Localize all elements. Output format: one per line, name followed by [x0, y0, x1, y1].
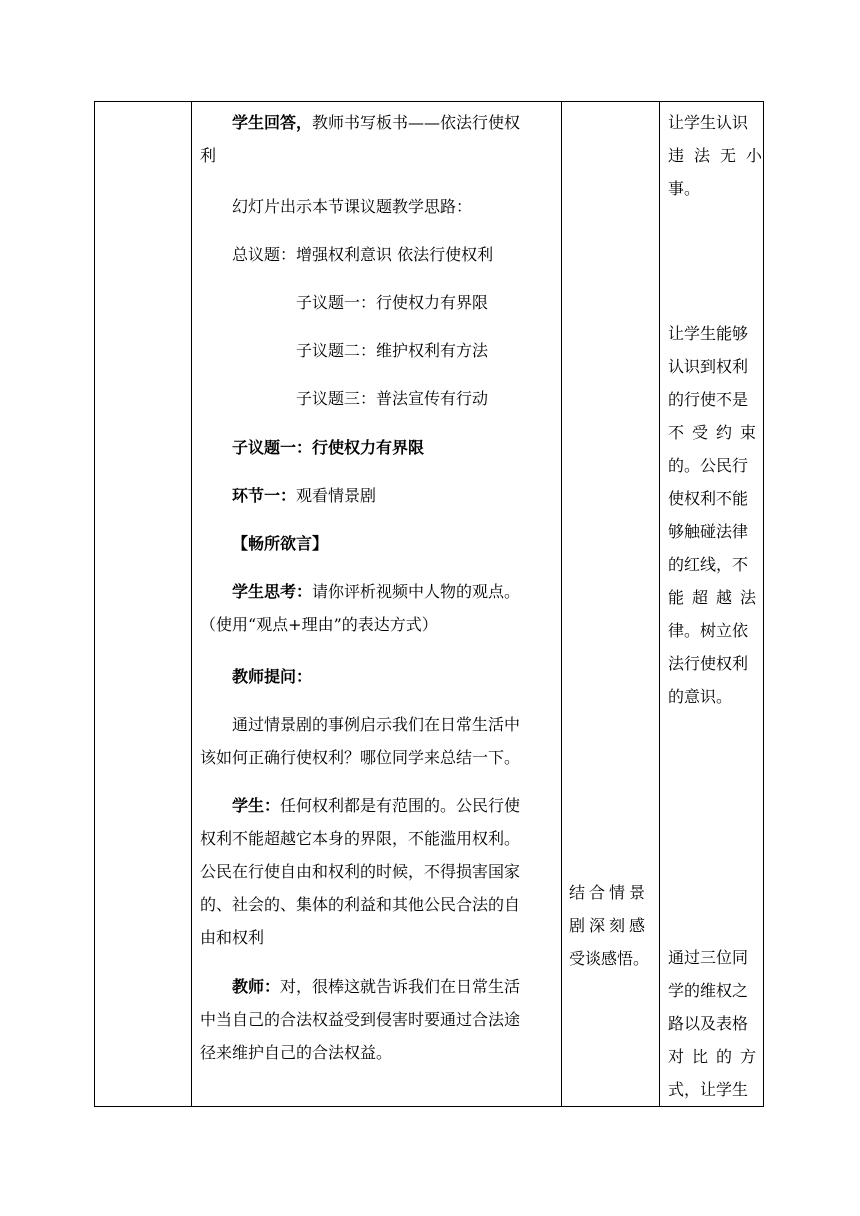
text-line: 幻灯片出示本节课议题教学思路： [232, 197, 473, 216]
subtopic-line: 子议题二：维护权利有方法 [296, 341, 489, 360]
text-line: 学生思考：请你评析视频中人物的观点。 [232, 582, 521, 601]
text-line: 环节一：观看情景剧 [232, 486, 377, 505]
subtopic-line: 子议题一：行使权力有界限 [296, 293, 489, 312]
text-line: 公民在行使自由和权利的时候，不得损害国家 [200, 862, 521, 881]
design-intent-cell [660, 102, 773, 1106]
student-activity-cell [562, 102, 659, 1106]
intent-text-3: 通过三位同 学的维权之 路以及表格 对比的方 式，让学生 [668, 948, 765, 1099]
section-heading: 教师提问： [232, 667, 313, 686]
text-line: （使用“观点+理由”的表达方式） [200, 615, 438, 634]
intent-text-2: 让学生能够 认识到权利 的行使不是 不受约束 的。公民行 使权利不能 够触碰法律 的红线，不 能超越法 律。树立依 法行使权利 的意识。 [668, 324, 765, 706]
intent-text-1: 让学生认识 违法无小 事。 [668, 113, 773, 198]
teaching-process-cell [192, 102, 561, 1106]
text-line: 总议题：增强权利意识 依法行使权利 [232, 245, 494, 264]
section-heading: 【畅所欲言】 [232, 534, 329, 553]
text-line: 教师：对，很棒这就告诉我们在日常生活 [232, 977, 521, 996]
activity-text: 结合情景 剧深刻感 受谈感悟。 [569, 883, 650, 968]
text-line: 的、社会的、集体的利益和其他公民合法的自 [200, 895, 521, 914]
text-line: 权利不能超越它本身的界限，不能滥用权利。 [200, 829, 521, 848]
section-heading: 子议题一：行使权力有界限 [232, 438, 425, 457]
text-line: 学生回答，教师书写板书——依法行使权 [232, 113, 521, 132]
subtopic-line: 子议题三：普法宣传有行动 [296, 389, 489, 408]
text-line: 利 [200, 146, 217, 165]
text-line: 由和权利 [200, 928, 265, 947]
text-line: 径来维护自己的合法权益。 [200, 1043, 393, 1062]
text-line: 该如何正确行使权利？哪位同学来总结一下。 [200, 748, 521, 767]
text-line: 通过情景剧的事例启示我们在日常生活中 [232, 715, 521, 734]
lesson-plan-table [94, 101, 773, 1107]
text-line: 中当自己的合法权益受到侵害时要通过合法途 [200, 1010, 521, 1029]
text-line: 学生：任何权利都是有范围的。公民行使 [232, 796, 521, 815]
